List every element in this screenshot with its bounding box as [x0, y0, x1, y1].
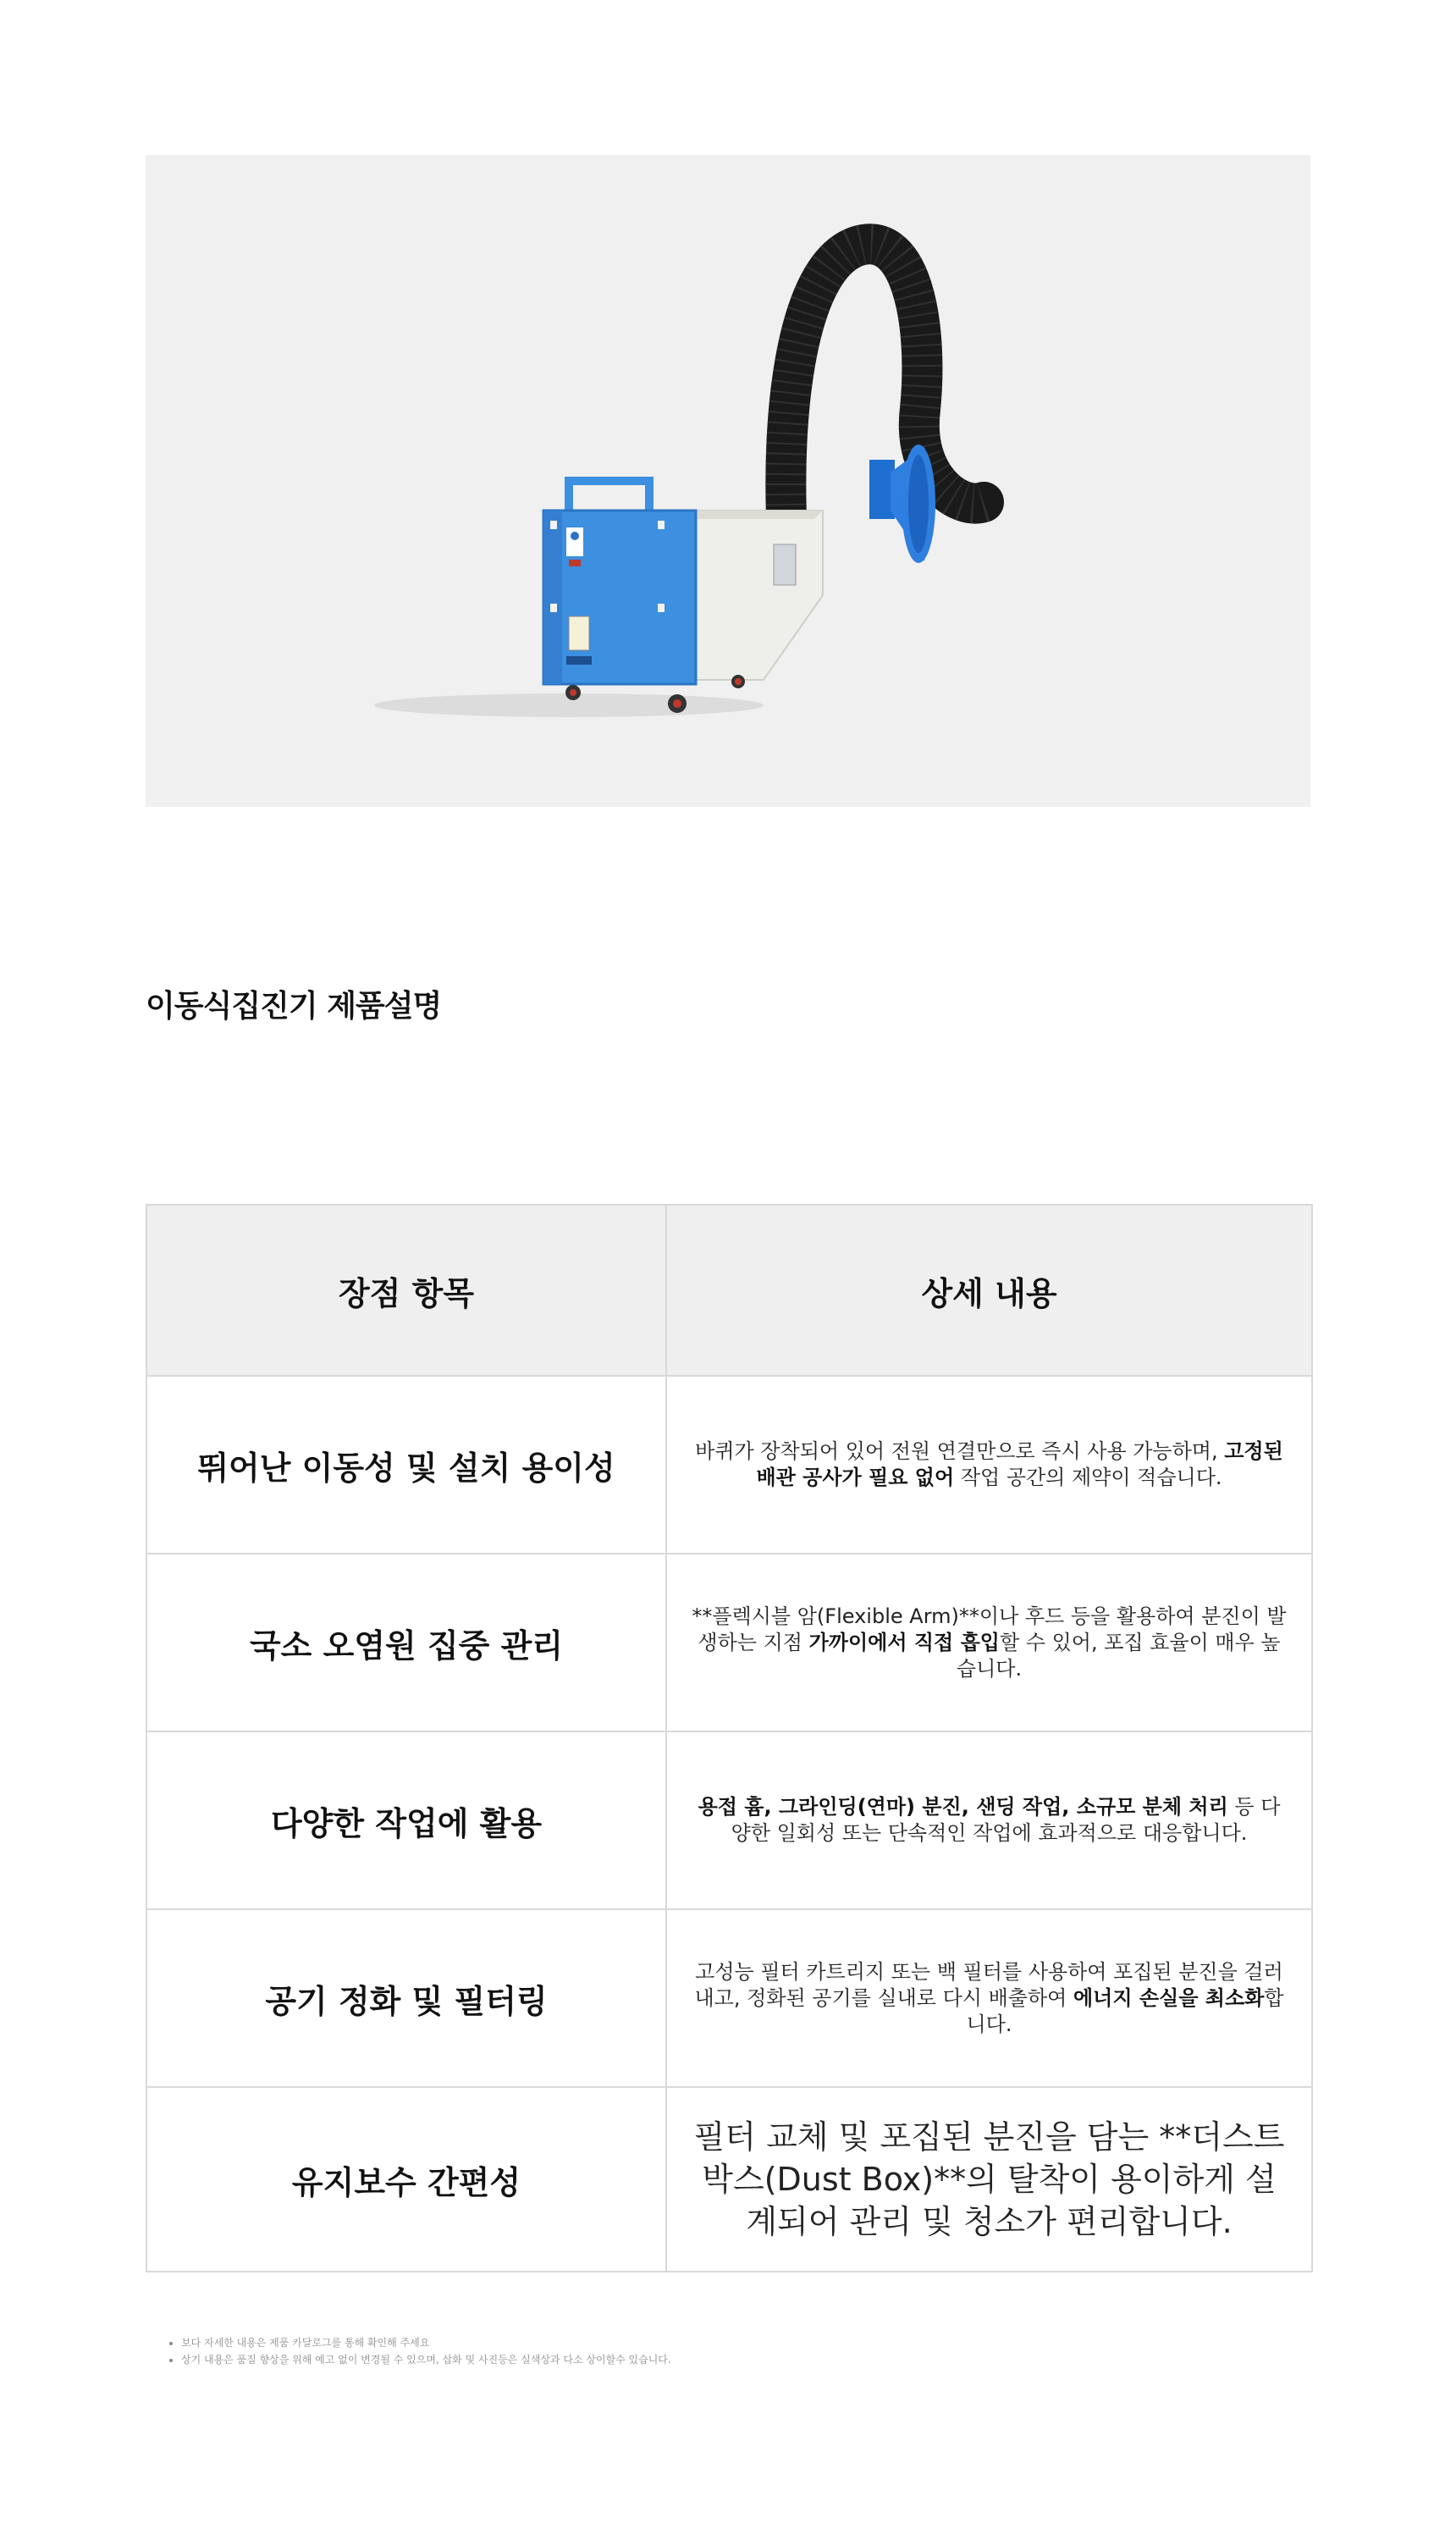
section-title: 이동식집진기 제품설명: [146, 989, 442, 1024]
footnotes: [166, 2334, 671, 2368]
table-row: [146, 1731, 1312, 1909]
footnote: • 보다 자세한 내용은 제품 카달로그를 통해 확인해 주세요: [181, 2334, 671, 2351]
table-row: [146, 2087, 1312, 2272]
footnote: • 상기 내용은 품질 향상을 위해 예고 없이 변경될 수 있으며, 삽화 및 사진등은 실색상과 다소 상이할수 있습니다.: [181, 2351, 671, 2368]
table-row: [146, 1554, 1312, 1731]
product-image: [146, 155, 1310, 807]
table-row: [146, 1909, 1312, 2087]
table-row: [146, 1376, 1312, 1554]
row-detail: 고성능 필터 카트리지 또는 백 필터를 사용하여 포집된 분진을 걸러내고, 정화된 공기를 실내로 다시 배출하여 에너지 손실을 최소화합니다.: [666, 1909, 1312, 2087]
row-item: 다양한 작업에 활용: [146, 1731, 666, 1909]
row-item: 뛰어난 이동성 및 설치 용이성: [146, 1376, 666, 1554]
row-detail: 바퀴가 장착되어 있어 전원 연결만으로 즉시 사용 가능하며, 고정된 배관 공사가 필요 없어 작업 공간의 제약이 적습니다.: [666, 1376, 1312, 1554]
row-detail: 필터 교체 및 포집된 분진을 담는 **더스트 박스(Dust Box)**의 탈착이 용이하게 설계되어 관리 및 청소가 편리합니다.: [666, 2087, 1312, 2272]
row-detail: **플렉시블 암(Flexible Arm)**이나 후드 등을 활용하여 분진이 발생하는 지점 가까이에서 직접 흡입할 수 있어, 포집 효율이 매우 높습니다.: [666, 1554, 1312, 1731]
row-item: 유지보수 간편성: [146, 2087, 666, 2272]
advantages-table: [146, 1204, 1313, 2272]
header-detail: 상세 내용: [666, 1205, 1312, 1376]
row-item: 공기 정화 및 필터링: [146, 1909, 666, 2087]
table-header-row: [146, 1205, 1312, 1376]
row-item: 국소 오염원 집중 관리: [146, 1554, 666, 1731]
portable-dust-collector-illustration: [146, 155, 1310, 807]
row-detail: 용접 흄, 그라인딩(연마) 분진, 샌딩 작업, 소규모 분체 처리 등 다양한 일회성 또는 단속적인 작업에 효과적으로 대응합니다.: [666, 1731, 1312, 1909]
header-item: 장점 항목: [146, 1205, 666, 1376]
